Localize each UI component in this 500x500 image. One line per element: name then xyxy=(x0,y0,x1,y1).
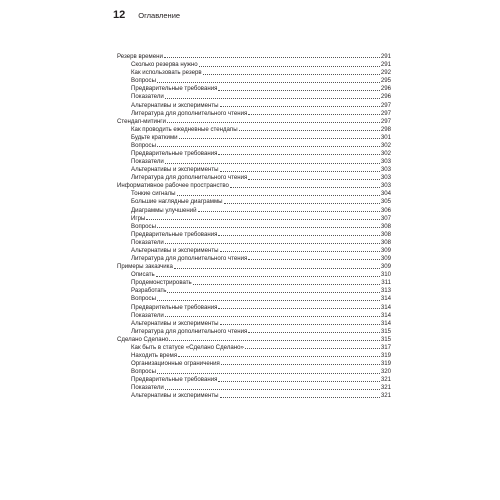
toc-section-entry xyxy=(117,262,391,270)
toc-entry-page: 291 xyxy=(380,61,391,69)
toc-subsection-entry xyxy=(117,294,391,302)
toc-subsection-entry xyxy=(117,133,391,141)
toc-subsection-entry xyxy=(117,68,391,76)
toc-entry-page: 311 xyxy=(381,279,391,287)
toc-entry-page: 295 xyxy=(380,77,391,85)
dot-leader xyxy=(248,259,380,260)
toc-section-entry xyxy=(117,181,391,189)
toc-entry-page: 302 xyxy=(380,141,391,149)
toc-subsection-entry xyxy=(117,197,391,205)
toc-entry-title: Продемонстрировать xyxy=(131,279,192,287)
dot-leader xyxy=(199,66,380,67)
toc-entry-page: 306 xyxy=(380,206,391,214)
dot-leader xyxy=(165,389,380,390)
toc-subsection-entry xyxy=(117,76,391,84)
toc-section-entry xyxy=(117,52,391,60)
toc-entry-title: Предварительные требования xyxy=(131,303,218,311)
dot-leader xyxy=(157,146,380,147)
toc-entry-title: Игры xyxy=(131,214,146,222)
toc-entry-page: 310 xyxy=(380,271,391,279)
dot-leader xyxy=(157,373,380,374)
toc-entry-title: Показатели xyxy=(131,93,164,101)
toc-entry-page: 314 xyxy=(380,295,391,303)
dot-leader xyxy=(178,356,380,357)
toc-entry-title: Стендап-митинги xyxy=(117,117,166,125)
toc-entry-page: 320 xyxy=(380,368,391,376)
toc-entry-title: Диаграммы улучшений xyxy=(131,206,197,214)
toc-entry-page: 301 xyxy=(380,133,391,141)
toc-entry-page: 314 xyxy=(380,311,391,319)
toc-entry-title: Сколько резерва нужно xyxy=(131,61,198,69)
dot-leader xyxy=(248,114,380,115)
dot-leader xyxy=(156,276,380,277)
page-header xyxy=(113,9,180,23)
toc-entry-page: 304 xyxy=(380,190,391,198)
toc-entry-page: 297 xyxy=(380,109,391,117)
toc-subsection-entry xyxy=(117,278,391,286)
toc-entry-title: Разработать xyxy=(131,287,167,295)
toc-entry-title: Показатели xyxy=(131,384,164,392)
running-title: Оглавление xyxy=(138,11,181,20)
toc-entry-title: Вопросы xyxy=(131,77,156,85)
toc-entry-page: 321 xyxy=(380,376,391,384)
toc-entry-page: 303 xyxy=(380,166,391,174)
dot-leader xyxy=(165,243,380,244)
toc-entry-title: Находить время xyxy=(131,351,178,359)
toc-subsection-entry xyxy=(117,125,391,133)
dot-leader xyxy=(203,74,380,75)
dot-leader xyxy=(165,98,380,99)
toc-entry-page: 313 xyxy=(380,287,391,295)
toc-entry-title: Как быть в статусе «Сделано Сделано» xyxy=(131,343,244,351)
page-number: 12 xyxy=(113,9,126,21)
toc-entry-page: 291 xyxy=(380,53,391,61)
toc-subsection-entry xyxy=(117,391,391,399)
toc-entry-title: Вопросы xyxy=(131,368,156,376)
dot-leader xyxy=(198,211,380,212)
toc-entry-title: Альтернативы и эксперименты xyxy=(131,319,219,327)
toc-subsection-entry xyxy=(117,327,391,335)
toc-subsection-entry xyxy=(117,157,391,165)
toc-subsection-entry xyxy=(117,60,391,68)
toc-entry-page: 308 xyxy=(380,230,391,238)
toc-entry-page: 297 xyxy=(380,101,391,109)
toc-entry-title: Организационные ограничения xyxy=(131,360,220,368)
dot-leader xyxy=(169,340,379,341)
dot-leader xyxy=(174,268,380,269)
toc-entry-title: Будьте краткими xyxy=(131,133,178,141)
toc-entry-page: 321 xyxy=(380,384,391,392)
toc-subsection-entry xyxy=(117,149,391,157)
toc-subsection-entry xyxy=(117,141,391,149)
toc-subsection-entry xyxy=(117,311,391,319)
toc-subsection-entry xyxy=(117,375,391,383)
toc-entry-title: Вопросы xyxy=(131,295,156,303)
toc-entry-page: 296 xyxy=(380,85,391,93)
toc-subsection-entry xyxy=(117,100,391,108)
toc-entry-title: Литература для дополнительного чтения xyxy=(131,327,248,335)
toc-subsection-entry xyxy=(117,230,391,238)
toc-entry-title: Сделано Сделано xyxy=(117,335,169,343)
toc-entry-title: Резерв времени xyxy=(117,53,163,61)
toc-entry-page: 303 xyxy=(380,158,391,166)
toc-section-entry xyxy=(117,117,391,125)
toc-entry-page: 314 xyxy=(380,319,391,327)
toc-entry-title: Альтернативы и эксперименты xyxy=(131,392,219,400)
toc-entry-page: 315 xyxy=(380,327,391,335)
toc-entry-title: Тонкие сигналы xyxy=(131,190,176,198)
dot-leader xyxy=(218,308,379,309)
toc-entry-page: 305 xyxy=(380,198,391,206)
toc-subsection-entry xyxy=(117,165,391,173)
dot-leader xyxy=(221,364,380,365)
toc-subsection-entry xyxy=(117,84,391,92)
toc-subsection-entry xyxy=(117,270,391,278)
toc-subsection-entry xyxy=(117,359,391,367)
toc-subsection-entry xyxy=(117,109,391,117)
toc-subsection-entry xyxy=(117,286,391,294)
dot-leader xyxy=(146,219,379,220)
dot-leader xyxy=(248,332,380,333)
toc-subsection-entry xyxy=(117,222,391,230)
toc-entry-page: 309 xyxy=(380,263,391,271)
toc-entry-title: Предварительные требования xyxy=(131,230,218,238)
toc-entry-page: 296 xyxy=(380,93,391,101)
dot-leader xyxy=(167,292,379,293)
dot-leader xyxy=(248,179,380,180)
toc-entry-title: Показатели xyxy=(131,311,164,319)
toc-entry-title: Литература для дополнительного чтения xyxy=(131,109,248,117)
toc-entry-page: 314 xyxy=(380,303,391,311)
toc-entry-title: Альтернативы и эксперименты xyxy=(131,101,219,109)
dot-leader xyxy=(239,130,380,131)
toc-subsection-entry xyxy=(117,254,391,262)
toc-entry-page: 297 xyxy=(380,117,391,125)
table-of-contents xyxy=(117,52,391,399)
dot-leader xyxy=(157,227,380,228)
toc-entry-title: Показатели xyxy=(131,158,164,166)
toc-entry-title: Описать xyxy=(131,271,155,279)
toc-entry-page: 317 xyxy=(380,343,391,351)
toc-subsection-entry xyxy=(117,319,391,327)
toc-entry-page: 315 xyxy=(380,335,391,343)
dot-leader xyxy=(220,397,380,398)
toc-entry-title: Предварительные требования xyxy=(131,85,218,93)
toc-subsection-entry xyxy=(117,205,391,213)
dot-leader xyxy=(177,195,380,196)
toc-entry-page: 303 xyxy=(380,182,391,190)
dot-leader xyxy=(220,251,380,252)
dot-leader xyxy=(218,90,379,91)
dot-leader xyxy=(193,284,381,285)
toc-entry-page: 309 xyxy=(380,255,391,263)
toc-entry-title: Литература для дополнительного чтения xyxy=(131,255,248,263)
toc-entry-title: Предварительные требования xyxy=(131,376,218,384)
toc-subsection-entry xyxy=(117,246,391,254)
dot-leader xyxy=(220,171,380,172)
dot-leader xyxy=(220,324,380,325)
toc-subsection-entry xyxy=(117,351,391,359)
dot-leader xyxy=(164,57,380,58)
toc-subsection-entry xyxy=(117,238,391,246)
toc-entry-title: Как использовать резерв xyxy=(131,69,202,77)
toc-subsection-entry xyxy=(117,214,391,222)
toc-entry-page: 292 xyxy=(380,69,391,77)
toc-entry-title: Вопросы xyxy=(131,222,156,230)
toc-entry-title: Альтернативы и эксперименты xyxy=(131,246,219,254)
dot-leader xyxy=(165,316,380,317)
toc-subsection-entry xyxy=(117,343,391,351)
toc-subsection-entry xyxy=(117,173,391,181)
toc-entry-page: 319 xyxy=(380,360,391,368)
toc-entry-title: Как проводить ежедневные стендапы xyxy=(131,125,238,133)
toc-entry-title: Литература для дополнительного чтения xyxy=(131,174,248,182)
toc-entry-title: Альтернативы и эксперименты xyxy=(131,166,219,174)
toc-entry-title: Информативное рабочее пространство xyxy=(117,182,229,190)
toc-entry-page: 308 xyxy=(380,238,391,246)
toc-entry-page: 303 xyxy=(380,174,391,182)
dot-leader xyxy=(230,187,380,188)
toc-entry-title: Показатели xyxy=(131,238,164,246)
dot-leader xyxy=(179,138,380,139)
toc-entry-page: 321 xyxy=(380,392,391,400)
toc-subsection-entry xyxy=(117,302,391,310)
toc-subsection-entry xyxy=(117,367,391,375)
toc-subsection-entry xyxy=(117,189,391,197)
dot-leader xyxy=(218,381,379,382)
dot-leader xyxy=(218,235,379,236)
dot-leader xyxy=(224,203,380,204)
toc-entry-title: Примеры заказчика xyxy=(117,263,173,271)
dot-leader xyxy=(157,300,380,301)
toc-section-entry xyxy=(117,335,391,343)
toc-entry-page: 319 xyxy=(380,351,391,359)
toc-entry-page: 308 xyxy=(380,222,391,230)
toc-subsection-entry xyxy=(117,92,391,100)
toc-entry-title: Предварительные требования xyxy=(131,150,218,158)
toc-entry-title: Большие наглядные диаграммы xyxy=(131,198,223,206)
toc-entry-page: 298 xyxy=(380,125,391,133)
dot-leader xyxy=(218,154,379,155)
dot-leader xyxy=(157,82,380,83)
toc-entry-page: 307 xyxy=(380,214,391,222)
toc-entry-title: Вопросы xyxy=(131,141,156,149)
dot-leader xyxy=(167,122,380,123)
toc-entry-page: 302 xyxy=(380,150,391,158)
dot-leader xyxy=(220,106,380,107)
dot-leader xyxy=(165,163,380,164)
toc-entry-page: 309 xyxy=(380,246,391,254)
toc-subsection-entry xyxy=(117,383,391,391)
dot-leader xyxy=(245,348,380,349)
